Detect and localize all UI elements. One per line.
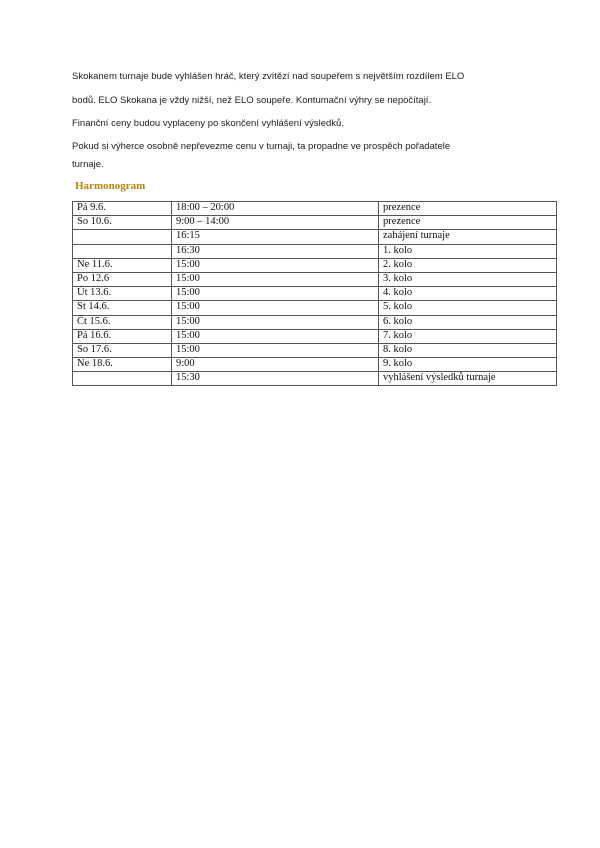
table-row — [73, 258, 557, 272]
event-cell: 1. kolo — [379, 244, 557, 258]
day-cell — [73, 244, 172, 258]
event-cell: 5. kolo — [379, 301, 557, 315]
day-cell: Po 12.6 — [73, 272, 172, 286]
time-cell: 16:15 — [172, 230, 379, 244]
time-cell: 15:00 — [172, 343, 379, 357]
time-cell: 15:00 — [172, 315, 379, 329]
table-row — [73, 244, 557, 258]
time-cell: 9:00 – 14:00 — [172, 216, 379, 230]
table-row — [73, 230, 557, 244]
event-cell: 2. kolo — [379, 258, 557, 272]
event-cell: 4. kolo — [379, 287, 557, 301]
event-cell: prezence — [379, 202, 557, 216]
day-cell: So 10.6. — [73, 216, 172, 230]
time-cell: 15:30 — [172, 372, 379, 386]
paragraph-line: Skokanem turnaje bude vyhlášen hráč, který zvítězí nad soupeřem s největším rozdílem ELO — [72, 71, 465, 82]
event-cell: 6. kolo — [379, 315, 557, 329]
time-cell: 15:00 — [172, 272, 379, 286]
paragraph-line: turnaje. — [72, 159, 104, 170]
day-cell — [73, 230, 172, 244]
day-cell: Pá 9.6. — [73, 202, 172, 216]
table-row — [73, 343, 557, 357]
schedule-table-body — [73, 202, 557, 386]
section-heading: Harmonogram — [75, 180, 146, 192]
time-cell: 16:30 — [172, 244, 379, 258]
time-cell: 15:00 — [172, 329, 379, 343]
paragraph-line: bodů. ELO Skokana je vždy nižší, než ELO soupeře. Kontumační výhry se nepočítají. — [72, 95, 432, 106]
event-cell: zahájení turnaje — [379, 230, 557, 244]
time-cell: 15:00 — [172, 301, 379, 315]
day-cell: Ne 11.6. — [73, 258, 172, 272]
event-cell: 7. kolo — [379, 329, 557, 343]
time-cell: 15:00 — [172, 258, 379, 272]
time-cell: 15:00 — [172, 287, 379, 301]
table-row — [73, 358, 557, 372]
schedule-table — [72, 201, 557, 386]
day-cell: St 14.6. — [73, 301, 172, 315]
day-cell: So 17.6. — [73, 343, 172, 357]
time-cell: 18:00 – 20:00 — [172, 202, 379, 216]
day-cell: Út 13.6. — [73, 287, 172, 301]
event-cell: 8. kolo — [379, 343, 557, 357]
day-cell: Čt 15.6. — [73, 315, 172, 329]
paragraph-line: Pokud si výherce osobně nepřevezme cenu v turnaji, ta propadne ve prospěch pořadatele — [72, 141, 451, 152]
table-row — [73, 216, 557, 230]
event-cell: prezence — [379, 216, 557, 230]
day-cell: Ne 18.6. — [73, 358, 172, 372]
event-cell: 9. kolo — [379, 358, 557, 372]
table-row — [73, 202, 557, 216]
time-cell: 9:00 — [172, 358, 379, 372]
table-row — [73, 315, 557, 329]
paragraph-line: Finanční ceny budou vyplaceny po skončení vyhlášení výsledků. — [72, 118, 344, 129]
table-row — [73, 287, 557, 301]
table-row — [73, 272, 557, 286]
table-row — [73, 329, 557, 343]
event-cell: vyhlášení výsledků turnaje — [379, 372, 557, 386]
table-row — [73, 301, 557, 315]
event-cell: 3. kolo — [379, 272, 557, 286]
day-cell: Pá 16.6. — [73, 329, 172, 343]
table-row — [73, 372, 557, 386]
day-cell — [73, 372, 172, 386]
